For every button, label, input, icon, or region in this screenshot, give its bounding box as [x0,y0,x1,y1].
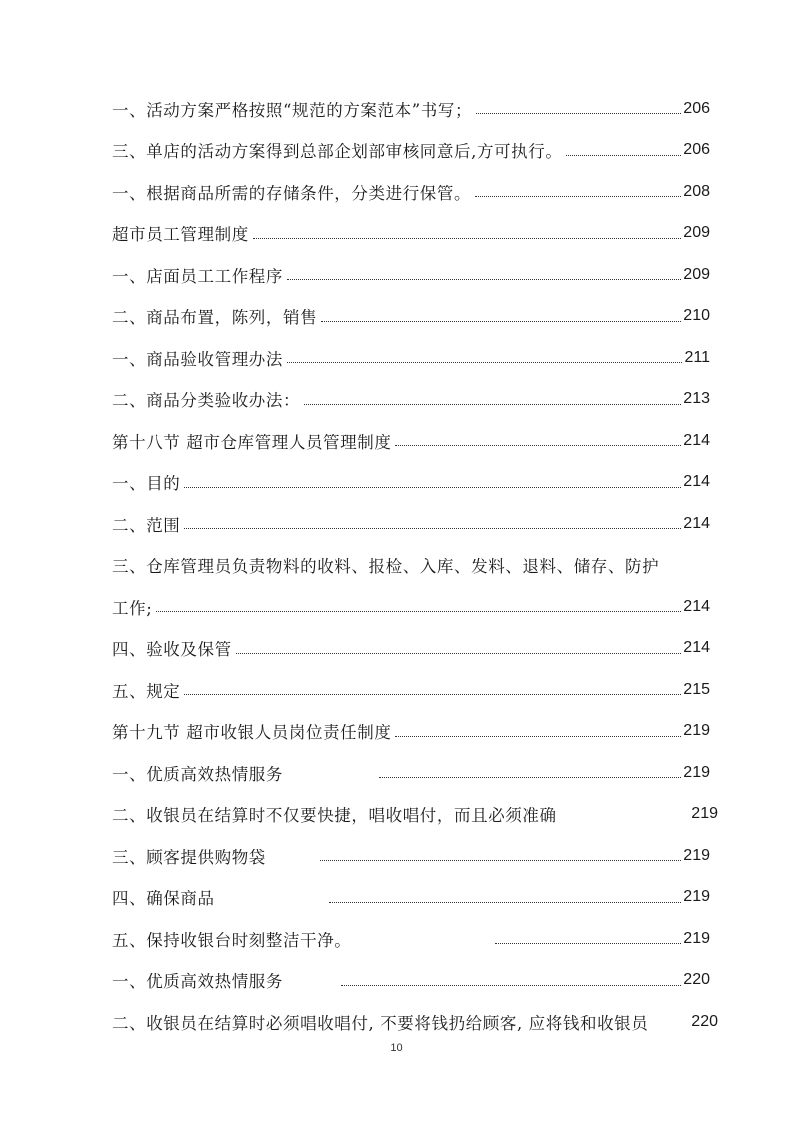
toc-entry-label: 一、活动方案严格按照“规范的方案范本”书写； [112,100,473,120]
toc-entry[interactable] [112,88,710,130]
dot-leader [304,388,681,405]
dot-leader [184,512,681,529]
toc-entry-page: 219 [683,888,710,906]
toc-entry[interactable] [112,171,710,213]
table-of-contents [112,88,718,1043]
toc-entry-page: 219 [683,763,710,781]
toc-entry-label: 三、仓库管理员负责物料的收料、报检、入库、发料、退料、储存、防护 [112,557,660,577]
dot-leader [566,139,681,156]
dot-leader [184,471,681,488]
toc-entry-page: 219 [683,846,710,864]
toc-entry-label: 二、收银员在结算时必须唱收唱付, 不要将钱扔给顾客, 应将钱和收银员 [112,1013,649,1033]
dot-leader [475,180,681,197]
toc-entry-label: 四、确保商品 [112,889,215,909]
toc-entry[interactable] [112,628,710,670]
toc-entry[interactable] [112,337,710,379]
toc-entry-page: 208 [683,182,710,200]
toc-entry-continuation[interactable] [112,586,710,628]
toc-entry[interactable] [112,420,710,462]
toc-entry-label: 三、顾客提供购物袋 [112,847,266,867]
toc-entry-label: 一、目的 [112,474,181,494]
dot-leader [395,429,681,446]
toc-entry[interactable] [112,1001,718,1043]
dot-leader [236,637,682,654]
dot-leader [156,595,681,612]
dot-leader [495,927,681,944]
toc-entry[interactable] [112,752,710,794]
toc-entry-page: 211 [684,348,710,366]
dot-leader [663,554,716,570]
toc-entry-label: 超市员工管理制度 [112,225,249,245]
toc-entry-page: 214 [683,473,710,491]
dot-leader [184,678,681,695]
toc-entry-label: 五、保持收银台时刻整洁干净。 [112,930,352,950]
toc-entry-label: 一、优质高效热情服务 [112,764,283,784]
toc-entry[interactable] [112,835,710,877]
toc-entry-label: 二、商品布置，陈列，销售 [112,308,318,328]
toc-entry-label: 一、商品验收管理办法 [112,349,283,369]
dot-leader [321,305,681,322]
toc-entry-page: 214 [683,431,710,449]
dot-leader [329,886,682,903]
toc-entry[interactable] [112,545,710,587]
toc-entry-page: 220 [683,971,710,989]
toc-entry-page: 210 [683,307,710,325]
dot-leader [652,1011,689,1027]
toc-entry-page: 214 [683,514,710,532]
toc-entry-label: 一、根据商品所需的存储条件，分类进行保管。 [112,183,472,203]
toc-entry-label: 第十九节 超市收银人员岗位责任制度 [112,723,392,743]
dot-leader [341,969,681,986]
toc-entry-page: 209 [683,265,710,283]
toc-entry-page: 209 [683,224,710,242]
toc-entry-label: 第十八节 超市仓库管理人员管理制度 [112,432,392,452]
dot-leader [561,803,690,819]
toc-entry-page: 214 [683,639,710,657]
toc-entry[interactable] [112,669,710,711]
toc-entry-page: 219 [683,722,710,740]
page-number: 10 [390,1042,403,1054]
toc-entry-label: 二、范围 [112,515,181,535]
toc-entry[interactable] [112,918,710,960]
toc-entry-label: 一、优质高效热情服务 [112,972,283,992]
toc-entry[interactable] [112,130,710,172]
toc-entry[interactable] [112,254,710,296]
toc-entry-page: 206 [683,141,710,159]
dot-leader [320,844,681,861]
toc-entry[interactable] [112,794,718,836]
dot-leader [287,346,682,363]
dot-leader [287,263,681,280]
dot-leader [379,761,681,778]
toc-entry-label: 五、规定 [112,681,181,701]
toc-entry-label: 三、单店的活动方案得到总部企划部审核同意后,方可执行。 [112,142,563,162]
toc-entry-label: 一、店面员工工作程序 [112,266,283,286]
toc-entry[interactable] [112,213,710,255]
toc-entry-page: 219 [691,805,718,823]
toc-entry-page: 206 [683,99,710,117]
toc-entry[interactable] [112,877,710,919]
toc-entry[interactable] [112,503,710,545]
toc-entry-page: 213 [683,390,710,408]
toc-entry-label: 二、商品分类验收办法： [112,391,301,411]
toc-entry-label: 工作; [112,598,153,618]
toc-entry[interactable] [112,462,710,504]
toc-entry-label: 二、收银员在结算时不仅要快捷，唱收唱付，而且必须准确 [112,806,557,826]
toc-entry-page: 215 [683,680,710,698]
toc-entry[interactable] [112,711,710,753]
dot-leader [395,720,681,737]
toc-entry[interactable] [112,960,710,1002]
dot-leader [253,222,681,239]
toc-entry-page: 214 [683,597,710,615]
toc-entry[interactable] [112,296,710,338]
toc-entry-page: 219 [683,929,710,947]
toc-entry[interactable] [112,379,710,421]
dot-leader [476,97,681,114]
toc-entry-label: 四、验收及保管 [112,640,232,660]
toc-entry-page: 220 [691,1012,718,1030]
